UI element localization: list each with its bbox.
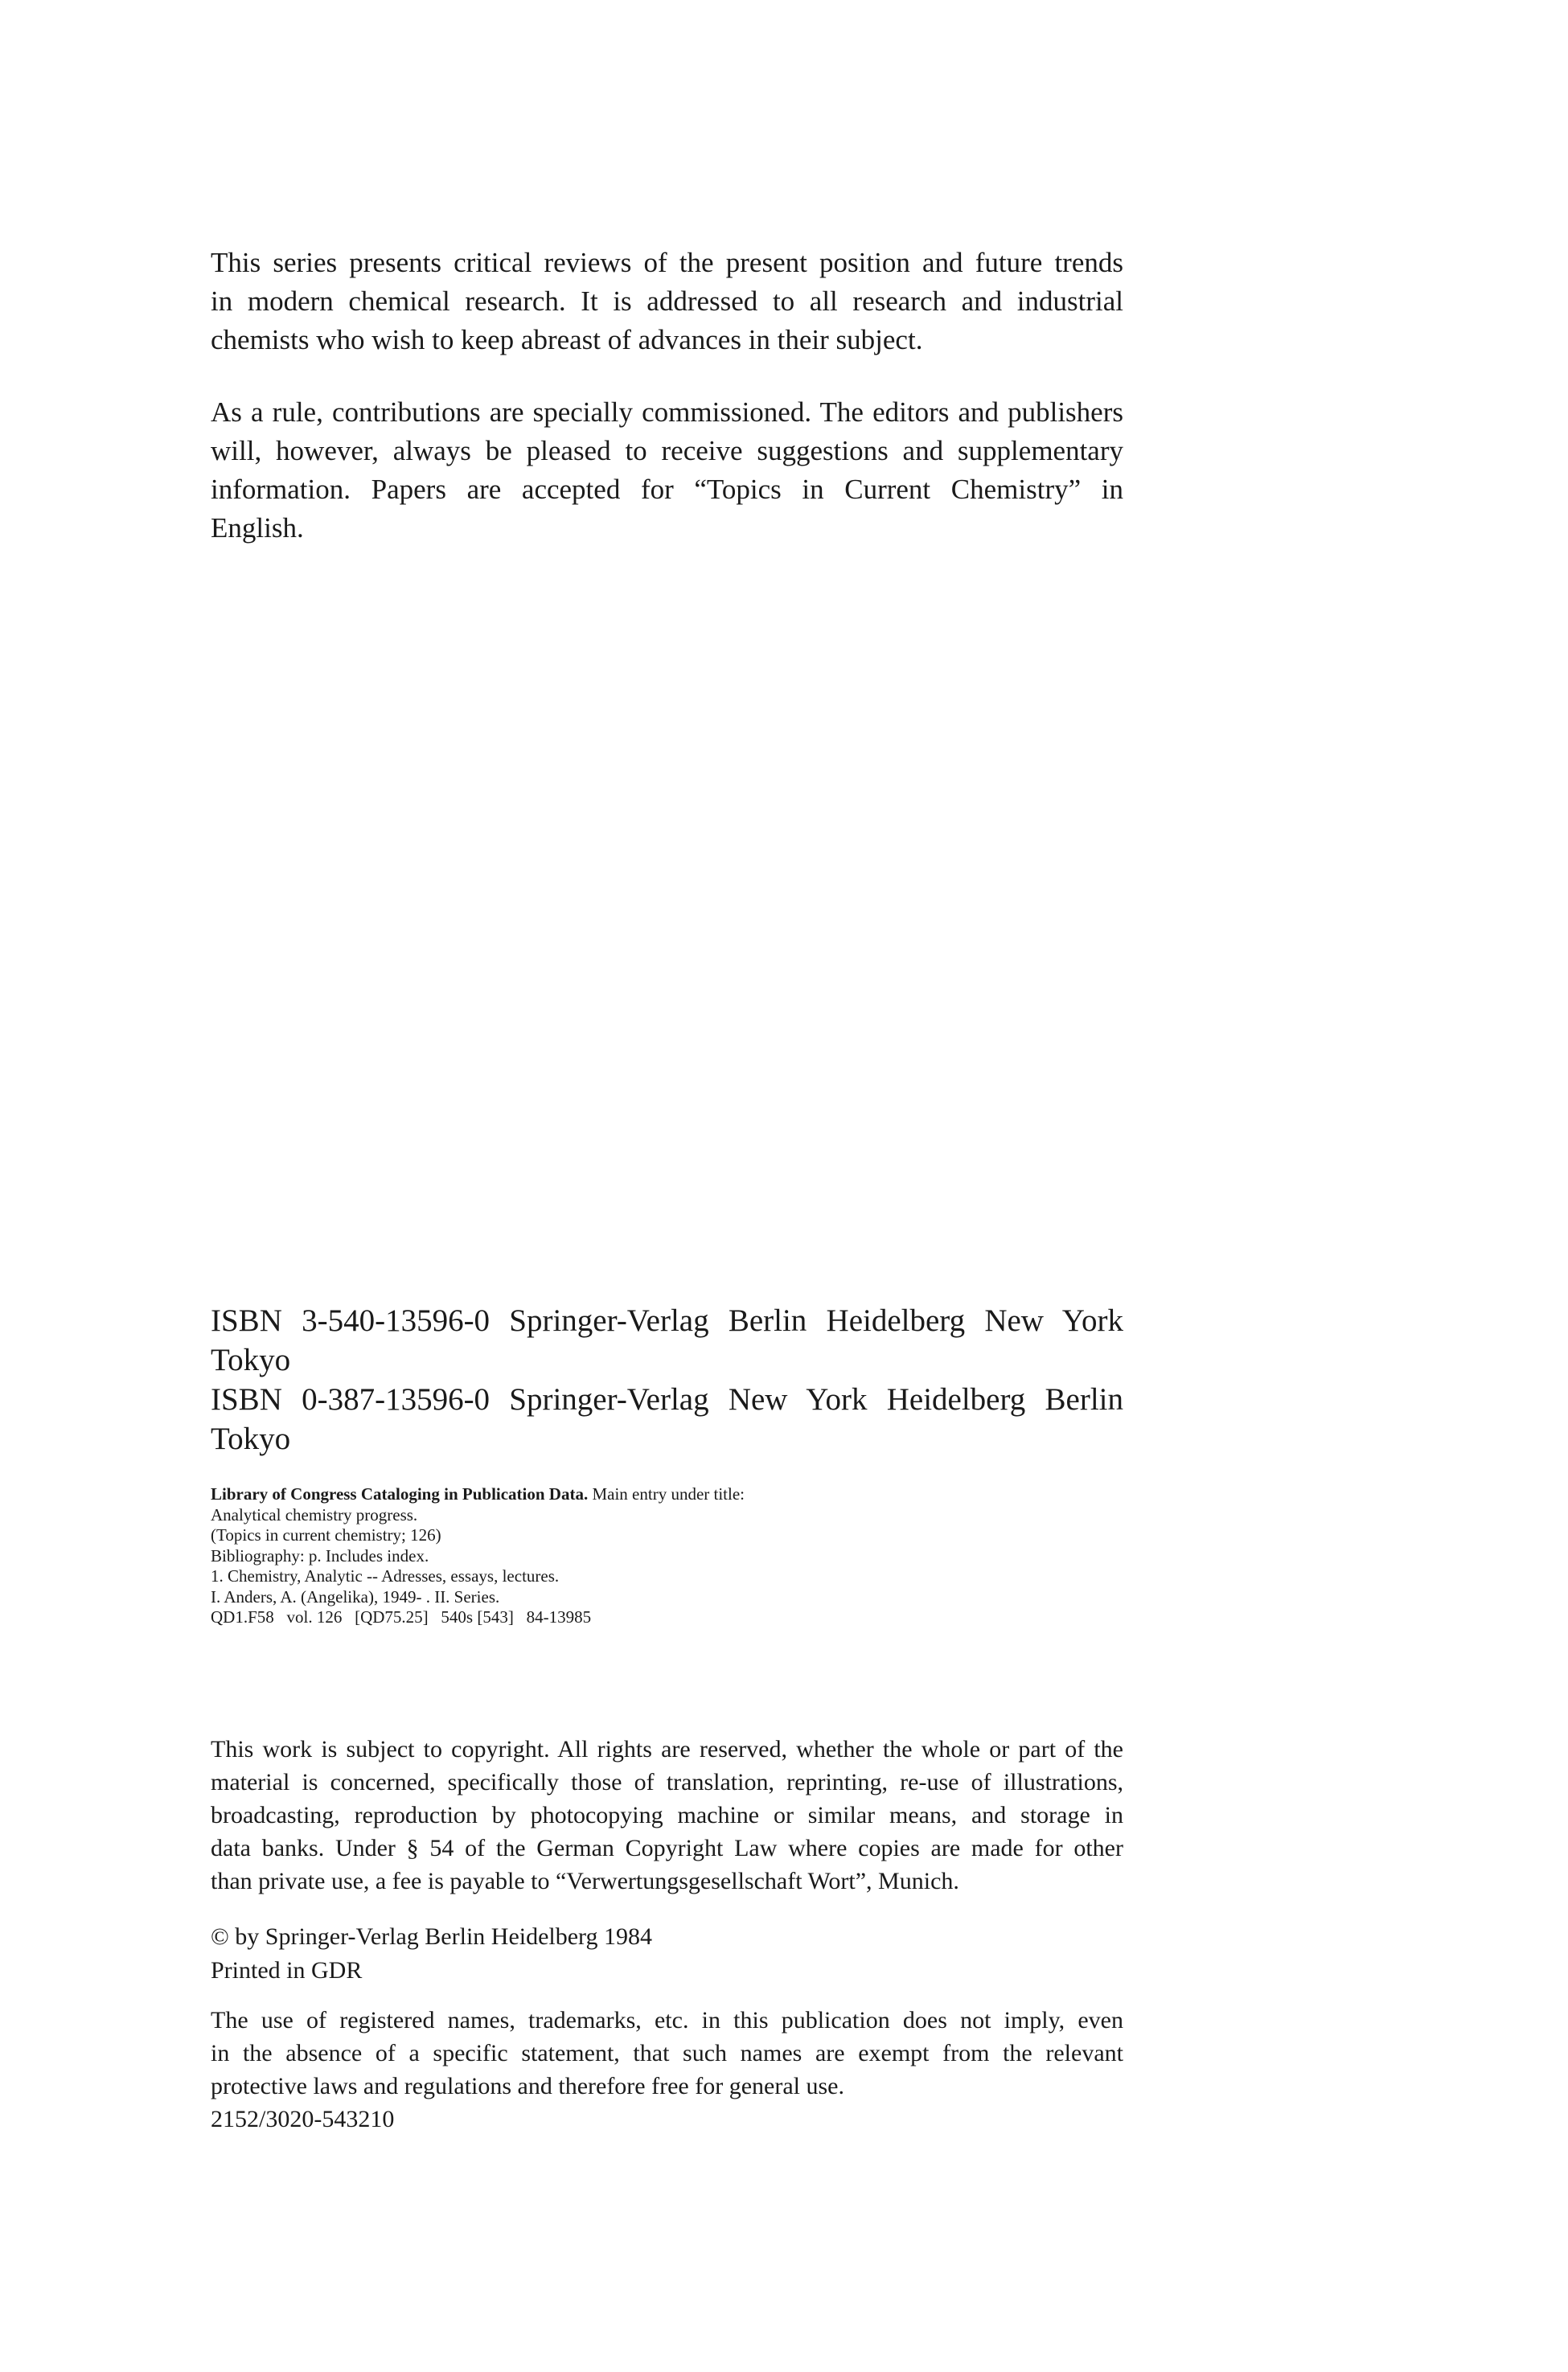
cip-line: QD1.F58 vol. 126 [QD75.25] 540s [543] 84-13985 bbox=[211, 1607, 592, 1627]
cip-line: (Topics in current chemistry; 126) bbox=[211, 1525, 441, 1545]
copyright-notice bbox=[211, 1733, 1123, 1898]
isbn-block bbox=[211, 1301, 1123, 1459]
contributions-paragraph bbox=[211, 393, 1123, 548]
isbn-line: ISBN 3-540-13596-0 Springer-Verlag Berlin Heidelberg New York Tokyo bbox=[211, 1303, 1123, 1377]
text-line: information. Papers are accepted for “Topics in Current Chemistry” in bbox=[211, 474, 1123, 505]
text-line: The use of registered names, trademarks, etc. in this publication does not imply, even bbox=[211, 2007, 1123, 2033]
cip-line: Bibliography: p. Includes index. bbox=[211, 1545, 429, 1566]
text-line: chemists who wish to keep abreast of advances in their subject. bbox=[211, 324, 923, 355]
text-line: broadcasting, reproduction by photocopying machine or similar means, and storage in bbox=[211, 1802, 1123, 1828]
text-line: This work is subject to copyright. All rights are reserved, whether the whole or part of the bbox=[211, 1736, 1123, 1763]
series-intro-paragraph bbox=[211, 244, 1123, 359]
cip-line: 1. Chemistry, Analytic -- Adresses, essays, lectures. bbox=[211, 1566, 560, 1586]
cip-label-rest: Main entry under title: bbox=[588, 1484, 745, 1504]
cip-line: Analytical chemistry progress. bbox=[211, 1504, 418, 1525]
trademark-notice bbox=[211, 2004, 1123, 2136]
text-line: in the absence of a specific statement, that such names are exempt from the relevant bbox=[211, 2040, 1123, 2066]
text-line: data banks. Under § 54 of the German Copyright Law where copies are made for other bbox=[211, 1835, 1123, 1861]
printed-in: Printed in GDR bbox=[211, 1957, 363, 1984]
text-line: English. bbox=[211, 512, 304, 544]
text-line: This series presents critical reviews of the present position and future trends bbox=[211, 247, 1123, 278]
print-info bbox=[211, 1920, 1123, 1988]
text-line: protective laws and regulations and therefore free for general use. bbox=[211, 2073, 844, 2099]
text-line: will, however, always be pleased to receive suggestions and supplementary bbox=[211, 435, 1123, 466]
series-description bbox=[211, 244, 1123, 548]
cataloging-data bbox=[211, 1484, 1123, 1628]
isbn-line: ISBN 0-387-13596-0 Springer-Verlag New York Heidelberg Berlin Tokyo bbox=[211, 1382, 1123, 1456]
text-line: As a rule, contributions are specially commissioned. The editors and publishers bbox=[211, 396, 1123, 428]
cip-heading bbox=[211, 1484, 1123, 1505]
text-line: in modern chemical research. It is addressed to all research and industrial bbox=[211, 285, 1123, 317]
text-line: material is concerned, specifically those of translation, reprinting, re-use of illustrations, bbox=[211, 1769, 1123, 1795]
cip-label: Library of Congress Cataloging in Publication Data. bbox=[211, 1484, 589, 1504]
copyright-line: © by Springer-Verlag Berlin Heidelberg 1984 bbox=[211, 1923, 653, 1950]
print-code: 2152/3020-543210 bbox=[211, 2106, 395, 2132]
text-line: than private use, a fee is payable to “Verwertungsgesellschaft Wort”, Munich. bbox=[211, 1868, 959, 1894]
cip-line: I. Anders, A. (Angelika), 1949- . II. Series. bbox=[211, 1586, 500, 1607]
